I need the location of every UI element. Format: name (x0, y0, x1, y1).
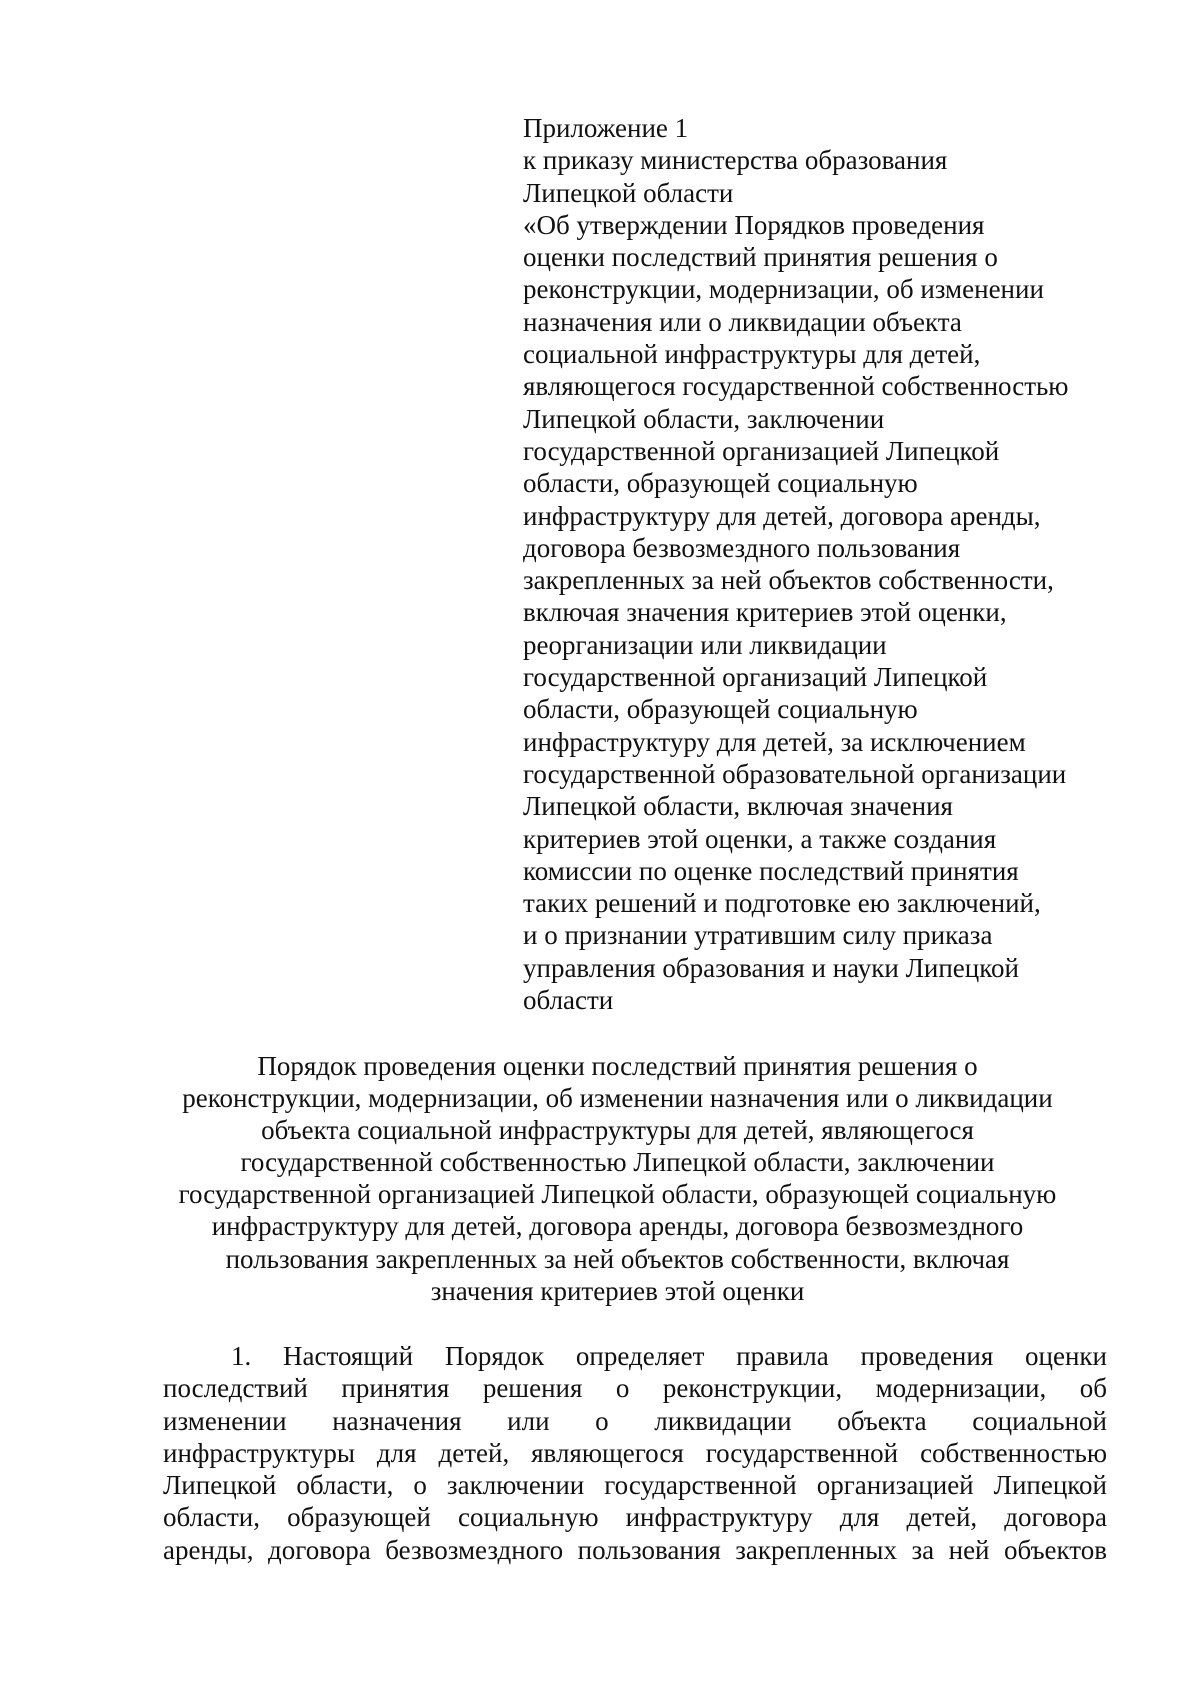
appendix-line: назначения или о ликвидации объекта (523, 306, 962, 337)
paragraph-line: аренды, договора безвозмездного пользования закрепленных за ней объектов (163, 1534, 1107, 1565)
paragraph-line: области, образующей социальную инфраструктуру для детей, договора (163, 1502, 1107, 1533)
appendix-line: Липецкой области (523, 177, 734, 208)
appendix-line: государственной организаций Липецкой (523, 662, 988, 693)
paragraph-line: Липецкой области, о заключении государственной организацией Липецкой (163, 1470, 1107, 1501)
paragraph-line: инфраструктуры для детей, являющегося государственной собственностью (163, 1437, 1107, 1468)
appendix-line: Липецкой области, включая значения (523, 791, 953, 822)
appendix-line: области, образующей социальную (523, 694, 918, 725)
title-line: значения критериев этой оценки (430, 1275, 805, 1306)
appendix-header (523, 112, 1123, 1016)
appendix-line: Приложение 1 (523, 113, 689, 143)
title-line: пользования закрепленных за ней объектов собственности, включая (225, 1243, 1010, 1274)
appendix-line: к приказу министерства образования (523, 145, 948, 176)
title-line: государственной собственностью Липецкой области, заключении (240, 1147, 995, 1178)
title-line: инфраструктуру для детей, договора аренды, договора безвозмездного (211, 1211, 1024, 1242)
appendix-line: критериев этой оценки, а также создания (523, 823, 997, 854)
paragraph-line: изменении назначения или о ликвидации объекта социальной (163, 1405, 1107, 1436)
appendix-line: комиссии по оценке последствий принятия (523, 855, 1019, 886)
appendix-line: реконструкции, модернизации, об изменении (523, 274, 1044, 305)
appendix-line: закрепленных за ней объектов собственности, (523, 565, 1054, 596)
appendix-line: включая значения критериев этой оценки, (523, 597, 1007, 628)
paragraph-line: последствий принятия решения о реконструкции, модернизации, об (163, 1373, 1107, 1404)
appendix-line: инфраструктуру для детей, договора аренды, (523, 500, 1041, 531)
appendix-line: Липецкой области, заключении (523, 403, 885, 434)
appendix-line: государственной организацией Липецкой (523, 435, 1000, 466)
appendix-line: являющегося государственной собственностью (523, 371, 1069, 402)
title-line: государственной организацией Липецкой области, образующей социальную (178, 1179, 1057, 1210)
title-line: реконструкции, модернизации, об изменении назначения или о ликвидации (182, 1083, 1053, 1114)
title-line: Порядок проведения оценки последствий принятия решения о (257, 1051, 978, 1081)
paragraph-line: 1. Настоящий Порядок определяет правила проведения оценки (231, 1341, 1107, 1371)
appendix-line: реорганизации или ликвидации (523, 629, 887, 660)
appendix-line: оценки последствий принятия решения о (523, 242, 998, 273)
document-title (150, 1050, 1085, 1307)
appendix-line: «Об утверждении Порядков проведения (523, 209, 985, 240)
appendix-line: государственной образовательной организации (523, 758, 1067, 789)
title-line: объекта социальной инфраструктуры для детей, являющегося (261, 1115, 974, 1146)
appendix-line: области (523, 985, 614, 1016)
appendix-line: инфраструктуру для детей, за исключением (523, 726, 1026, 757)
appendix-line: и о признании утратившим силу приказа (523, 920, 993, 951)
appendix-line: управления образования и науки Липецкой (523, 952, 1019, 983)
paragraph-1 (163, 1340, 1107, 1566)
appendix-line: договора безвозмездного пользования (523, 532, 961, 563)
appendix-line: таких решений и подготовке ею заключений, (523, 888, 1041, 919)
appendix-line: социальной инфраструктуры для детей, (523, 339, 981, 370)
appendix-line: области, образующей социальную (523, 468, 918, 499)
